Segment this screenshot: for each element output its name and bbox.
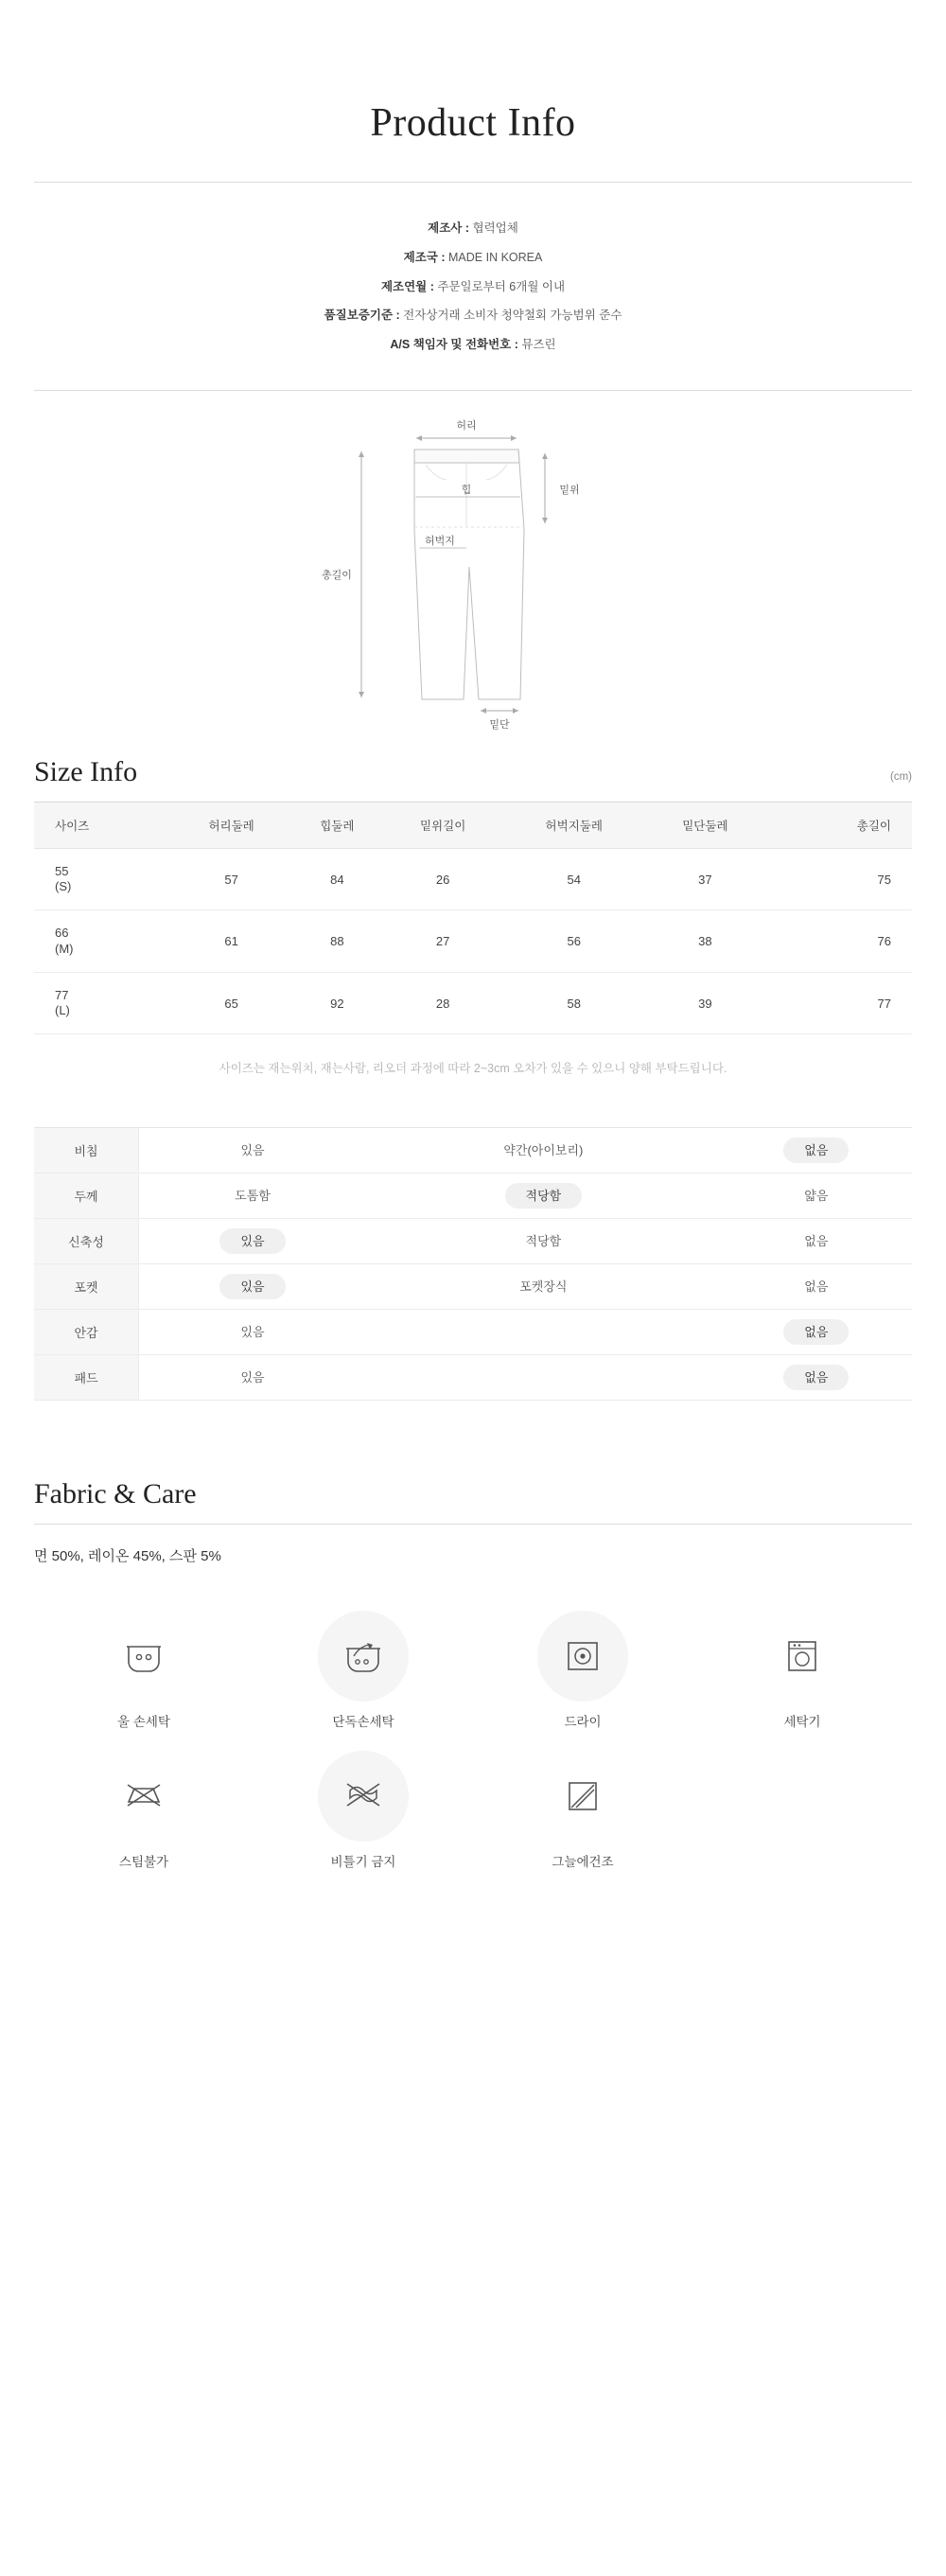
size-name-sub: (M) bbox=[55, 941, 74, 956]
attr-option[interactable]: 없음 bbox=[804, 1279, 829, 1295]
attr-option-selected[interactable]: 적당함 bbox=[505, 1183, 583, 1209]
size-cell-hip: 84 bbox=[290, 848, 383, 910]
maker-info-label: A/S 책임자 및 전화번호 : bbox=[390, 338, 518, 352]
attr-option[interactable]: 포켓장식 bbox=[519, 1279, 568, 1295]
size-name-sub: (L) bbox=[55, 1003, 70, 1018]
size-cell-hip: 88 bbox=[290, 910, 383, 973]
size-cell-thigh: 54 bbox=[502, 848, 646, 910]
table-row bbox=[34, 1219, 912, 1264]
washing-machine-icon bbox=[778, 1633, 827, 1679]
attr-option[interactable]: 있음 bbox=[240, 1325, 265, 1340]
size-col-size: 사이즈 bbox=[34, 802, 172, 848]
care-label: 단독손세탁 bbox=[332, 1715, 394, 1730]
care-icon-bg bbox=[98, 1611, 189, 1702]
attr-option[interactable]: 없음 bbox=[804, 1234, 829, 1249]
size-cell-total-length: 76 bbox=[764, 910, 912, 973]
attr-label-thickness: 두께 bbox=[34, 1173, 139, 1219]
fabric-care-title: Fabric & Care bbox=[34, 1478, 912, 1525]
care-label: 비틀기 금지 bbox=[330, 1855, 396, 1870]
maker-info-value: MADE IN KOREA bbox=[448, 250, 543, 264]
attr-option[interactable]: 약간(아이보리) bbox=[503, 1143, 584, 1158]
attr-option-cell bbox=[721, 1355, 912, 1401]
care-icon-grid-row1 bbox=[34, 1611, 912, 1730]
care-icon-grid-row2 bbox=[34, 1751, 912, 1870]
measurement-diagram bbox=[0, 415, 946, 756]
care-icon-bg bbox=[318, 1611, 409, 1702]
maker-info-label: 제조사 : bbox=[428, 221, 470, 236]
table-row bbox=[34, 1355, 912, 1401]
attr-option-cell bbox=[721, 1264, 912, 1310]
attr-label-pocket: 포켓 bbox=[34, 1264, 139, 1310]
size-cell-hem: 37 bbox=[646, 848, 764, 910]
maker-info-row bbox=[34, 339, 912, 352]
care-icon-bg bbox=[537, 1751, 628, 1842]
care-label: 드라이 bbox=[564, 1715, 602, 1730]
dry-clean-icon bbox=[558, 1633, 607, 1679]
attr-option-cell bbox=[366, 1355, 721, 1401]
maker-info-row bbox=[34, 222, 912, 236]
care-label: 스팀불가 bbox=[118, 1855, 169, 1870]
care-label: 그늘에건조 bbox=[552, 1855, 614, 1870]
maker-info-value: 주문일로부터 6개월 이내 bbox=[437, 279, 566, 293]
maker-info-row bbox=[34, 281, 912, 294]
care-icon-bg bbox=[318, 1751, 409, 1842]
diagram-label-waist: 허리 bbox=[456, 419, 477, 432]
attr-option-cell bbox=[721, 1128, 912, 1173]
maker-info-row bbox=[34, 309, 912, 323]
table-row bbox=[34, 972, 912, 1034]
attr-option-cell bbox=[139, 1219, 367, 1264]
pants-measurement-illustration bbox=[293, 415, 653, 747]
size-cell-waist: 65 bbox=[172, 972, 290, 1034]
care-item bbox=[73, 1611, 215, 1730]
size-cell-name bbox=[34, 848, 172, 910]
maker-info-value: 전자상거래 소비자 청약철회 가능범위 준수 bbox=[403, 309, 622, 323]
maker-info-value: 협력업체 bbox=[472, 221, 518, 236]
size-col-hem: 밑단둘레 bbox=[646, 802, 764, 848]
maker-info-value: 뮤즈린 bbox=[521, 338, 556, 352]
size-name: 66 bbox=[55, 926, 69, 941]
diagram-label-hem: 밑단 bbox=[489, 718, 510, 731]
size-table-header-row bbox=[34, 802, 912, 848]
size-col-waist: 허리둘레 bbox=[172, 802, 290, 848]
diagram-label-hip: 힙 bbox=[461, 484, 472, 496]
size-cell-hem: 38 bbox=[646, 910, 764, 973]
attr-option-selected[interactable]: 없음 bbox=[783, 1365, 849, 1390]
attr-option-selected[interactable]: 없음 bbox=[783, 1319, 849, 1345]
attr-label-see-through: 비침 bbox=[34, 1128, 139, 1173]
care-icon-bg bbox=[757, 1611, 848, 1702]
attr-option[interactable]: 도톰함 bbox=[235, 1189, 271, 1204]
size-name: 55 bbox=[55, 863, 69, 878]
attr-option-cell bbox=[366, 1264, 721, 1310]
size-cell-hem: 39 bbox=[646, 972, 764, 1034]
table-row bbox=[34, 1310, 912, 1355]
maker-info-label: 제조국 : bbox=[403, 250, 446, 264]
care-item bbox=[73, 1751, 215, 1870]
size-col-total-length: 총길이 bbox=[764, 802, 912, 848]
attr-option-cell bbox=[366, 1310, 721, 1355]
size-col-thigh: 허벅지둘레 bbox=[502, 802, 646, 848]
size-cell-thigh: 56 bbox=[502, 910, 646, 973]
size-unit-label: (cm) bbox=[890, 770, 912, 783]
attr-option-cell bbox=[139, 1128, 367, 1173]
diagram-label-thigh: 허벅지 bbox=[425, 535, 455, 547]
size-cell-total-length: 75 bbox=[764, 848, 912, 910]
attr-option-cell bbox=[721, 1310, 912, 1355]
hand-wash-separate-icon bbox=[339, 1633, 388, 1679]
attr-option-selected[interactable]: 있음 bbox=[219, 1228, 285, 1254]
bottom-spacer bbox=[0, 1870, 946, 1984]
maker-info-row bbox=[34, 252, 912, 265]
attr-label-lining: 안감 bbox=[34, 1310, 139, 1355]
product-detail-page bbox=[0, 26, 946, 1984]
attr-option-cell bbox=[139, 1173, 367, 1219]
attr-option-selected[interactable]: 없음 bbox=[783, 1138, 849, 1163]
care-icon-bg bbox=[98, 1751, 189, 1842]
diagram-label-rise: 밑위 bbox=[559, 484, 580, 496]
care-icon-bg bbox=[537, 1611, 628, 1702]
size-cell-waist: 61 bbox=[172, 910, 290, 973]
size-name: 77 bbox=[55, 987, 69, 1002]
size-table bbox=[34, 802, 912, 1035]
care-item bbox=[292, 1611, 434, 1730]
attr-option-cell bbox=[721, 1219, 912, 1264]
size-info-title: Size Info bbox=[34, 755, 138, 787]
no-wring-icon bbox=[339, 1773, 388, 1819]
size-info-header bbox=[34, 756, 912, 802]
attr-option-cell bbox=[139, 1310, 367, 1355]
attribute-table bbox=[34, 1127, 912, 1401]
care-item-empty bbox=[731, 1751, 873, 1870]
attr-label-elasticity: 신축성 bbox=[34, 1219, 139, 1264]
attr-option-selected[interactable]: 있음 bbox=[219, 1274, 285, 1299]
size-cell-total-length: 77 bbox=[764, 972, 912, 1034]
attr-option[interactable]: 있음 bbox=[240, 1143, 265, 1158]
care-label: 세탁기 bbox=[783, 1715, 821, 1730]
size-cell-name bbox=[34, 972, 172, 1034]
attr-option[interactable]: 얇음 bbox=[804, 1189, 829, 1204]
hand-wash-wool-icon bbox=[119, 1633, 168, 1679]
size-cell-rise: 28 bbox=[384, 972, 502, 1034]
attr-option[interactable]: 있음 bbox=[240, 1370, 265, 1385]
care-label: 울 손세탁 bbox=[117, 1715, 170, 1730]
size-cell-rise: 27 bbox=[384, 910, 502, 973]
table-row bbox=[34, 1128, 912, 1173]
attr-label-pad: 패드 bbox=[34, 1355, 139, 1401]
care-item bbox=[731, 1611, 873, 1730]
attr-option[interactable] bbox=[522, 1369, 564, 1383]
table-row bbox=[34, 910, 912, 973]
attr-option[interactable]: 적당함 bbox=[525, 1234, 562, 1249]
attr-option[interactable] bbox=[522, 1324, 564, 1337]
size-col-hip: 힙둘레 bbox=[290, 802, 383, 848]
size-note: 사이즈는 재는위치, 재는사람, 리오더 과정에 따라 2~3cm 오차가 있을 수 있으니 양해 부탁드립니다. bbox=[219, 1062, 727, 1076]
maker-info-label: 제조연월 : bbox=[380, 279, 434, 293]
attr-option-cell bbox=[366, 1173, 721, 1219]
size-col-rise: 밑위길이 bbox=[384, 802, 502, 848]
table-row bbox=[34, 848, 912, 910]
page-title: Product Info bbox=[370, 101, 576, 146]
no-steam-icon bbox=[119, 1773, 168, 1819]
size-cell-rise: 26 bbox=[384, 848, 502, 910]
attr-option-cell bbox=[139, 1355, 367, 1401]
size-name-sub: (S) bbox=[55, 879, 72, 894]
size-cell-waist: 57 bbox=[172, 848, 290, 910]
table-row bbox=[34, 1173, 912, 1219]
size-cell-hip: 92 bbox=[290, 972, 383, 1034]
size-cell-name bbox=[34, 910, 172, 973]
attr-option-cell bbox=[366, 1219, 721, 1264]
size-cell-thigh: 58 bbox=[502, 972, 646, 1034]
dry-in-shade-icon bbox=[558, 1773, 607, 1819]
diagram-label-total-length: 총길이 bbox=[322, 569, 352, 581]
attr-option-cell bbox=[366, 1128, 721, 1173]
table-row bbox=[34, 1264, 912, 1310]
attr-option-cell bbox=[721, 1173, 912, 1219]
maker-info-block bbox=[34, 183, 912, 391]
care-item bbox=[512, 1611, 654, 1730]
care-item bbox=[292, 1751, 434, 1870]
maker-info-label: 품질보증기준 : bbox=[324, 309, 400, 323]
attr-option-cell bbox=[139, 1264, 367, 1310]
care-item bbox=[512, 1751, 654, 1870]
fabric-composition: 면 50%, 레이온 45%, 스판 5% bbox=[34, 1548, 221, 1565]
